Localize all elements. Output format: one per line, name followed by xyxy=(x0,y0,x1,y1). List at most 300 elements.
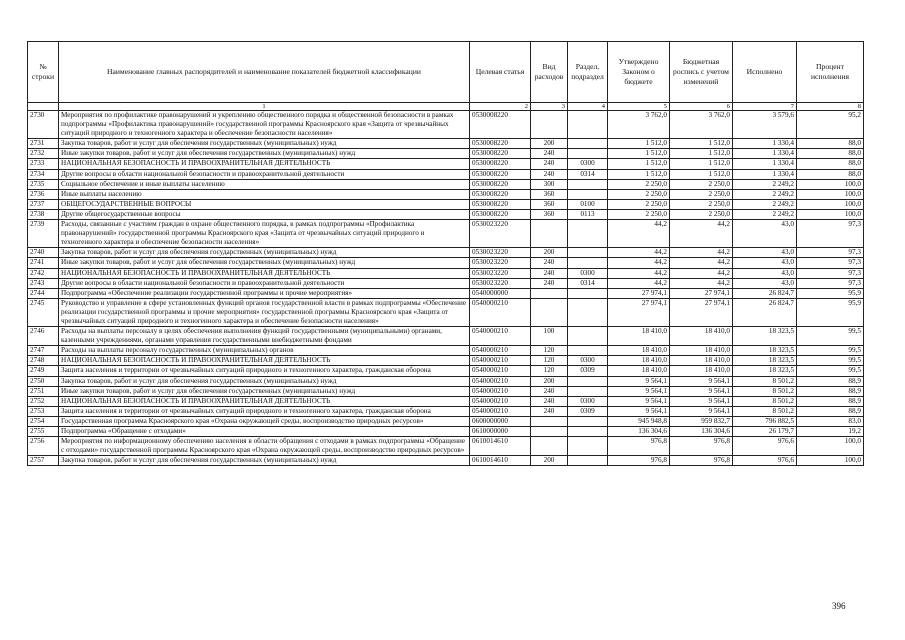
row-exp-type: 240 xyxy=(531,149,568,159)
row-target: 0610000000 xyxy=(470,427,531,437)
row-executed: 18 323,5 xyxy=(733,366,797,376)
row-number: 2730 xyxy=(28,111,59,139)
row-exp-type: 240 xyxy=(531,159,568,169)
row-section xyxy=(568,111,608,139)
row-approved: 44,2 xyxy=(608,248,670,258)
row-exp-type xyxy=(531,288,568,298)
row-executed: 26 824,7 xyxy=(733,298,797,326)
row-target: 0530023220 xyxy=(470,278,531,288)
row-budget: 44,2 xyxy=(670,278,733,288)
row-percent: 88,0 xyxy=(797,159,864,169)
row-executed: 43,0 xyxy=(733,278,797,288)
row-name: Расходы, связанные с участием граждан в охране общественного порядка, в рамках подпрограммы «Профилактика правонарушений» государственной программы Красноярского края «Защита от чрезвычайных ситуаций природного и техногенного характера и обеспечение безопасности населения» xyxy=(59,220,470,248)
row-target: 0530023220 xyxy=(470,220,531,248)
row-approved: 9 564,1 xyxy=(608,386,670,396)
row-budget: 9 564,1 xyxy=(670,396,733,406)
row-approved: 44,2 xyxy=(608,268,670,278)
row-target: 0600000000 xyxy=(470,416,531,426)
row-name: Мероприятия по профилактике правонарушений и укреплению общественного порядка и общественной безопасности в рамках подпрограммы «Профилактика правонарушений» государственной программы Красноярского края «Защита от чрезвычайных ситуаций природного и техногенного характера и обеспечение безопасности населения» xyxy=(59,111,470,139)
row-name: Иные выплаты населению xyxy=(59,189,470,199)
row-name: Расходы на выплаты персоналу государственных (муниципальных) органов xyxy=(59,346,470,356)
row-executed: 8 501,2 xyxy=(733,396,797,406)
table-row xyxy=(28,356,864,366)
row-approved: 2 250,0 xyxy=(608,199,670,209)
row-percent: 88,0 xyxy=(797,149,864,159)
row-executed: 2 249,2 xyxy=(733,189,797,199)
table-row xyxy=(28,258,864,268)
row-number: 2752 xyxy=(28,396,59,406)
row-section xyxy=(568,376,608,386)
row-budget: 9 564,1 xyxy=(670,376,733,386)
header-name: Наименование главных распорядителей и наименование показателей бюджетной классификации xyxy=(59,42,470,103)
row-approved: 136 304,6 xyxy=(608,427,670,437)
row-number: 2747 xyxy=(28,346,59,356)
row-budget: 18 410,0 xyxy=(670,366,733,376)
row-budget: 44,2 xyxy=(670,248,733,258)
row-percent: 88,9 xyxy=(797,386,864,396)
page-number: 396 xyxy=(832,601,846,611)
row-section: 0309 xyxy=(568,406,608,416)
row-section: 0100 xyxy=(568,199,608,209)
row-approved: 27 974,1 xyxy=(608,298,670,326)
header-percent: Процент исполнения xyxy=(797,42,864,103)
row-budget: 2 250,0 xyxy=(670,199,733,209)
row-section xyxy=(568,456,608,466)
row-executed: 18 323,5 xyxy=(733,327,797,346)
row-exp-type: 360 xyxy=(531,209,568,219)
row-executed: 976,6 xyxy=(733,456,797,466)
budget-table xyxy=(27,41,864,466)
header-section: Раздел, подраздел xyxy=(568,42,608,103)
table-row xyxy=(28,437,864,456)
row-budget: 3 762,0 xyxy=(670,111,733,139)
row-executed: 8 501,2 xyxy=(733,376,797,386)
column-number: 1 xyxy=(59,103,470,111)
table-row xyxy=(28,416,864,426)
row-number: 2748 xyxy=(28,356,59,366)
row-target: 0530023220 xyxy=(470,248,531,258)
row-number: 2735 xyxy=(28,179,59,189)
row-executed: 8 501,2 xyxy=(733,386,797,396)
row-name: Другие вопросы в области национальной безопасности и правоохранительной деятельности xyxy=(59,278,470,288)
row-number: 2742 xyxy=(28,268,59,278)
table-row xyxy=(28,199,864,209)
row-exp-type: 200 xyxy=(531,139,568,149)
row-exp-type: 360 xyxy=(531,199,568,209)
row-name: Подпрограмма «Обеспечение реализации государственной программы и прочие мероприятия» xyxy=(59,288,470,298)
table-body xyxy=(28,111,864,466)
row-exp-type xyxy=(531,416,568,426)
row-name: Закупка товаров, работ и услуг для обеспечения государственных (муниципальных) нужд xyxy=(59,248,470,258)
row-target: 0530008220 xyxy=(470,199,531,209)
row-percent: 97,3 xyxy=(797,278,864,288)
row-approved: 1 512,0 xyxy=(608,149,670,159)
column-number-row xyxy=(28,103,864,111)
row-budget: 44,2 xyxy=(670,258,733,268)
row-executed: 2 249,2 xyxy=(733,179,797,189)
row-name: Государственная программа Красноярского края «Охрана окружающей среды, воспроизводство природных ресурсов» xyxy=(59,416,470,426)
row-approved: 9 564,1 xyxy=(608,396,670,406)
row-section xyxy=(568,346,608,356)
row-section: 0300 xyxy=(568,396,608,406)
row-target: 0610014610 xyxy=(470,437,531,456)
row-target: 0530008220 xyxy=(470,139,531,149)
row-name: ОБЩЕГОСУДАРСТВЕННЫЕ ВОПРОСЫ xyxy=(59,199,470,209)
row-budget: 18 410,0 xyxy=(670,346,733,356)
row-section xyxy=(568,179,608,189)
table-row xyxy=(28,139,864,149)
row-target: 0530023220 xyxy=(470,258,531,268)
row-exp-type: 240 xyxy=(531,386,568,396)
row-exp-type: 240 xyxy=(531,278,568,288)
row-section: 0300 xyxy=(568,356,608,366)
row-number: 2731 xyxy=(28,139,59,149)
row-target: 0540000210 xyxy=(470,346,531,356)
column-number xyxy=(28,103,59,111)
row-executed: 43,0 xyxy=(733,268,797,278)
row-target: 0540000210 xyxy=(470,396,531,406)
row-number: 2754 xyxy=(28,416,59,426)
row-approved: 9 564,1 xyxy=(608,376,670,386)
row-exp-type xyxy=(531,298,568,326)
row-target: 0610014610 xyxy=(470,456,531,466)
row-name: Защита населения и территории от чрезвычайных ситуаций природного и техногенного характера, гражданская оборона xyxy=(59,406,470,416)
row-number: 2732 xyxy=(28,149,59,159)
row-percent: 19,2 xyxy=(797,427,864,437)
row-percent: 97,3 xyxy=(797,220,864,248)
table-row xyxy=(28,456,864,466)
row-target: 0540000210 xyxy=(470,356,531,366)
row-budget: 2 250,0 xyxy=(670,209,733,219)
row-name: Иные закупки товаров, работ и услуг для обеспечения государственных (муниципальных) нужд xyxy=(59,258,470,268)
row-section: 0300 xyxy=(568,159,608,169)
row-percent: 88,9 xyxy=(797,406,864,416)
row-section xyxy=(568,288,608,298)
row-name: НАЦИОНАЛЬНАЯ БЕЗОПАСНОСТЬ И ПРАВООХРАНИТЕЛЬНАЯ ДЕЯТЕЛЬНОСТЬ xyxy=(59,159,470,169)
row-target: 0540000210 xyxy=(470,376,531,386)
row-target: 0540000000 xyxy=(470,288,531,298)
row-approved: 976,8 xyxy=(608,456,670,466)
row-budget: 9 564,1 xyxy=(670,386,733,396)
row-number: 2753 xyxy=(28,406,59,416)
row-percent: 100,0 xyxy=(797,456,864,466)
row-number: 2733 xyxy=(28,159,59,169)
column-number: 6 xyxy=(670,103,733,111)
row-percent: 97,3 xyxy=(797,258,864,268)
row-executed: 3 579,6 xyxy=(733,111,797,139)
row-target: 0530008220 xyxy=(470,179,531,189)
row-budget: 136 304,6 xyxy=(670,427,733,437)
row-approved: 3 762,0 xyxy=(608,111,670,139)
row-approved: 2 250,0 xyxy=(608,179,670,189)
row-name: Мероприятия по информационному обеспечению населения в области обращения с отходами в рамках подпрограммы «Обращение с отходами» государственной программы Красноярского края «Охрана окружающей среды, воспроизводство природных ресурсов» xyxy=(59,437,470,456)
row-percent: 97,3 xyxy=(797,268,864,278)
row-executed: 18 323,5 xyxy=(733,346,797,356)
row-percent: 100,0 xyxy=(797,199,864,209)
row-percent: 100,0 xyxy=(797,209,864,219)
table-row xyxy=(28,268,864,278)
row-budget: 1 512,0 xyxy=(670,159,733,169)
column-number: 2 xyxy=(470,103,531,111)
row-budget: 18 410,0 xyxy=(670,356,733,366)
row-target: 0540000210 xyxy=(470,327,531,346)
table-row xyxy=(28,111,864,139)
row-section xyxy=(568,298,608,326)
row-budget: 976,8 xyxy=(670,437,733,456)
row-number: 2737 xyxy=(28,199,59,209)
row-section: 0300 xyxy=(568,268,608,278)
row-approved: 9 564,1 xyxy=(608,406,670,416)
row-name: НАЦИОНАЛЬНАЯ БЕЗОПАСНОСТЬ И ПРАВООХРАНИТЕЛЬНАЯ ДЕЯТЕЛЬНОСТЬ xyxy=(59,268,470,278)
table-row xyxy=(28,179,864,189)
row-section: 0113 xyxy=(568,209,608,219)
row-budget: 1 512,0 xyxy=(670,149,733,159)
row-budget: 27 974,1 xyxy=(670,288,733,298)
table-row xyxy=(28,366,864,376)
row-exp-type: 120 xyxy=(531,356,568,366)
row-budget: 1 512,0 xyxy=(670,169,733,179)
row-budget: 976,8 xyxy=(670,456,733,466)
table-row xyxy=(28,396,864,406)
row-executed: 1 330,4 xyxy=(733,139,797,149)
row-number: 2743 xyxy=(28,278,59,288)
row-budget: 27 974,1 xyxy=(670,298,733,326)
row-percent: 99,5 xyxy=(797,366,864,376)
row-budget: 2 250,0 xyxy=(670,179,733,189)
row-number: 2736 xyxy=(28,189,59,199)
row-section xyxy=(568,327,608,346)
row-budget: 18 410,0 xyxy=(670,327,733,346)
table-row xyxy=(28,248,864,258)
row-budget: 2 250,0 xyxy=(670,189,733,199)
row-approved: 44,2 xyxy=(608,220,670,248)
row-name: НАЦИОНАЛЬНАЯ БЕЗОПАСНОСТЬ И ПРАВООХРАНИТЕЛЬНАЯ ДЕЯТЕЛЬНОСТЬ xyxy=(59,396,470,406)
table-row xyxy=(28,189,864,199)
row-exp-type: 240 xyxy=(531,268,568,278)
row-exp-type xyxy=(531,437,568,456)
row-percent: 97,3 xyxy=(797,248,864,258)
row-executed: 1 330,4 xyxy=(733,169,797,179)
row-executed: 43,0 xyxy=(733,220,797,248)
row-budget: 1 512,0 xyxy=(670,139,733,149)
row-section xyxy=(568,427,608,437)
row-number: 2739 xyxy=(28,220,59,248)
row-section xyxy=(568,386,608,396)
row-exp-type xyxy=(531,427,568,437)
row-name: Закупка товаров, работ и услуг для обеспечения государственных (муниципальных) нужд xyxy=(59,456,470,466)
row-exp-type: 120 xyxy=(531,346,568,356)
row-exp-type: 100 xyxy=(531,327,568,346)
row-number: 2738 xyxy=(28,209,59,219)
row-percent: 100,0 xyxy=(797,189,864,199)
row-executed: 43,0 xyxy=(733,258,797,268)
row-name: Закупка товаров, работ и услуг для обеспечения государственных (муниципальных) нужд xyxy=(59,376,470,386)
row-percent: 99,5 xyxy=(797,327,864,346)
row-approved: 44,2 xyxy=(608,278,670,288)
table-row xyxy=(28,169,864,179)
row-number: 2734 xyxy=(28,169,59,179)
row-target: 0530008220 xyxy=(470,149,531,159)
header-budget: Бюджетная роспись с учетом изменений xyxy=(670,42,733,103)
row-executed: 976,6 xyxy=(733,437,797,456)
row-percent: 88,0 xyxy=(797,169,864,179)
table-row xyxy=(28,406,864,416)
row-name: Социальное обеспечение и иные выплаты населению xyxy=(59,179,470,189)
row-percent: 95,9 xyxy=(797,288,864,298)
row-executed: 43,0 xyxy=(733,248,797,258)
row-target: 0530008220 xyxy=(470,209,531,219)
row-number: 2740 xyxy=(28,248,59,258)
header-row xyxy=(28,42,864,103)
table-row xyxy=(28,298,864,326)
row-target: 0540000210 xyxy=(470,386,531,396)
table-row xyxy=(28,376,864,386)
row-percent: 100,0 xyxy=(797,179,864,189)
row-section: 0314 xyxy=(568,169,608,179)
row-approved: 27 974,1 xyxy=(608,288,670,298)
header-target: Целевая статья xyxy=(470,42,531,103)
row-target: 0530023220 xyxy=(470,268,531,278)
row-approved: 2 250,0 xyxy=(608,189,670,199)
row-name: Другие вопросы в области национальной безопасности и правоохранительной деятельности xyxy=(59,169,470,179)
row-target: 0540000210 xyxy=(470,406,531,416)
row-section xyxy=(568,258,608,268)
row-section: 0309 xyxy=(568,366,608,376)
row-number: 2757 xyxy=(28,456,59,466)
row-section: 0314 xyxy=(568,278,608,288)
table-row xyxy=(28,288,864,298)
row-exp-type xyxy=(531,111,568,139)
column-number: 7 xyxy=(733,103,797,111)
row-number: 2750 xyxy=(28,376,59,386)
row-budget: 44,2 xyxy=(670,220,733,248)
row-target: 0540000210 xyxy=(470,298,531,326)
row-name: Закупка товаров, работ и услуг для обеспечения государственных (муниципальных) нужд xyxy=(59,139,470,149)
row-executed: 8 501,2 xyxy=(733,406,797,416)
row-section xyxy=(568,248,608,258)
row-budget: 9 564,1 xyxy=(670,406,733,416)
column-number: 5 xyxy=(608,103,670,111)
row-approved: 18 410,0 xyxy=(608,327,670,346)
row-percent: 88,9 xyxy=(797,396,864,406)
row-approved: 44,2 xyxy=(608,258,670,268)
row-target: 0530008220 xyxy=(470,111,531,139)
row-percent: 88,0 xyxy=(797,139,864,149)
row-section xyxy=(568,220,608,248)
row-number: 2744 xyxy=(28,288,59,298)
table-row xyxy=(28,159,864,169)
row-executed: 2 249,2 xyxy=(733,199,797,209)
row-exp-type: 360 xyxy=(531,189,568,199)
column-number: 8 xyxy=(797,103,864,111)
row-number: 2746 xyxy=(28,327,59,346)
row-name: Защита населения и территории от чрезвычайных ситуаций природного и техногенного характера, гражданская оборона xyxy=(59,366,470,376)
row-executed: 796 882,5 xyxy=(733,416,797,426)
column-number: 3 xyxy=(531,103,568,111)
row-number: 2741 xyxy=(28,258,59,268)
row-target: 0540000210 xyxy=(470,366,531,376)
table-row xyxy=(28,427,864,437)
row-section xyxy=(568,149,608,159)
row-approved: 18 410,0 xyxy=(608,366,670,376)
row-approved: 976,8 xyxy=(608,437,670,456)
row-number: 2745 xyxy=(28,298,59,326)
row-approved: 1 512,0 xyxy=(608,159,670,169)
header-approved: Утверждено Законом о бюджете xyxy=(608,42,670,103)
row-target: 0530008220 xyxy=(470,189,531,199)
row-percent: 83,0 xyxy=(797,416,864,426)
row-exp-type: 240 xyxy=(531,396,568,406)
table-row xyxy=(28,209,864,219)
row-executed: 18 323,5 xyxy=(733,356,797,366)
row-approved: 18 410,0 xyxy=(608,346,670,356)
row-name: Руководство и управление в сфере установленных функций органов государственной власти в рамках подпрограммы «Обеспечение реализации государственной программы и прочие мероприятия» государственной программы Красноярского края «Защита от чрезвычайных ситуаций природного и техногенного характера и обеспечение безопасности населения» xyxy=(59,298,470,326)
row-number: 2756 xyxy=(28,437,59,456)
row-section xyxy=(568,416,608,426)
table-row xyxy=(28,386,864,396)
row-target: 0530008220 xyxy=(470,169,531,179)
row-exp-type: 300 xyxy=(531,179,568,189)
row-section xyxy=(568,139,608,149)
row-percent: 99,5 xyxy=(797,356,864,366)
row-budget: 959 832,7 xyxy=(670,416,733,426)
row-exp-type: 240 xyxy=(531,169,568,179)
row-section xyxy=(568,437,608,456)
row-number: 2755 xyxy=(28,427,59,437)
row-approved: 1 512,0 xyxy=(608,139,670,149)
table-row xyxy=(28,220,864,248)
table-row xyxy=(28,149,864,159)
row-name: Расходы на выплаты персоналу в целях обеспечения выполнения функций государственными (муниципальными) органами, казенными учреждениями, органами управления государственными внебюджетными фондами xyxy=(59,327,470,346)
row-name: НАЦИОНАЛЬНАЯ БЕЗОПАСНОСТЬ И ПРАВООХРАНИТЕЛЬНАЯ ДЕЯТЕЛЬНОСТЬ xyxy=(59,356,470,366)
row-executed: 1 330,4 xyxy=(733,159,797,169)
row-section xyxy=(568,189,608,199)
row-exp-type: 120 xyxy=(531,366,568,376)
row-approved: 1 512,0 xyxy=(608,169,670,179)
row-executed: 26 179,7 xyxy=(733,427,797,437)
row-executed: 2 249,2 xyxy=(733,209,797,219)
row-name: Иные закупки товаров, работ и услуг для обеспечения государственных (муниципальных) нужд xyxy=(59,149,470,159)
row-exp-type: 200 xyxy=(531,376,568,386)
row-executed: 1 330,4 xyxy=(733,149,797,159)
table-row xyxy=(28,278,864,288)
row-exp-type: 200 xyxy=(531,456,568,466)
row-approved: 945 948,8 xyxy=(608,416,670,426)
row-executed: 26 824,7 xyxy=(733,288,797,298)
row-number: 2751 xyxy=(28,386,59,396)
row-exp-type: 200 xyxy=(531,248,568,258)
row-exp-type: 240 xyxy=(531,406,568,416)
row-number: 2749 xyxy=(28,366,59,376)
row-percent: 100,0 xyxy=(797,437,864,456)
header-exp-type: Вид расходов xyxy=(531,42,568,103)
row-percent: 95,2 xyxy=(797,111,864,139)
table-row xyxy=(28,327,864,346)
row-percent: 95,9 xyxy=(797,298,864,326)
row-exp-type: 240 xyxy=(531,258,568,268)
column-number: 4 xyxy=(568,103,608,111)
header-executed: Исполнено xyxy=(733,42,797,103)
table-row xyxy=(28,346,864,356)
row-name: Другие общегосударственные вопросы xyxy=(59,209,470,219)
header-row-no: № строки xyxy=(28,42,59,103)
row-target: 0530008220 xyxy=(470,159,531,169)
row-percent: 88,9 xyxy=(797,376,864,386)
row-budget: 44,2 xyxy=(670,268,733,278)
row-percent: 99,5 xyxy=(797,346,864,356)
row-approved: 2 250,0 xyxy=(608,209,670,219)
row-name: Подпрограмма «Обращение с отходами» xyxy=(59,427,470,437)
